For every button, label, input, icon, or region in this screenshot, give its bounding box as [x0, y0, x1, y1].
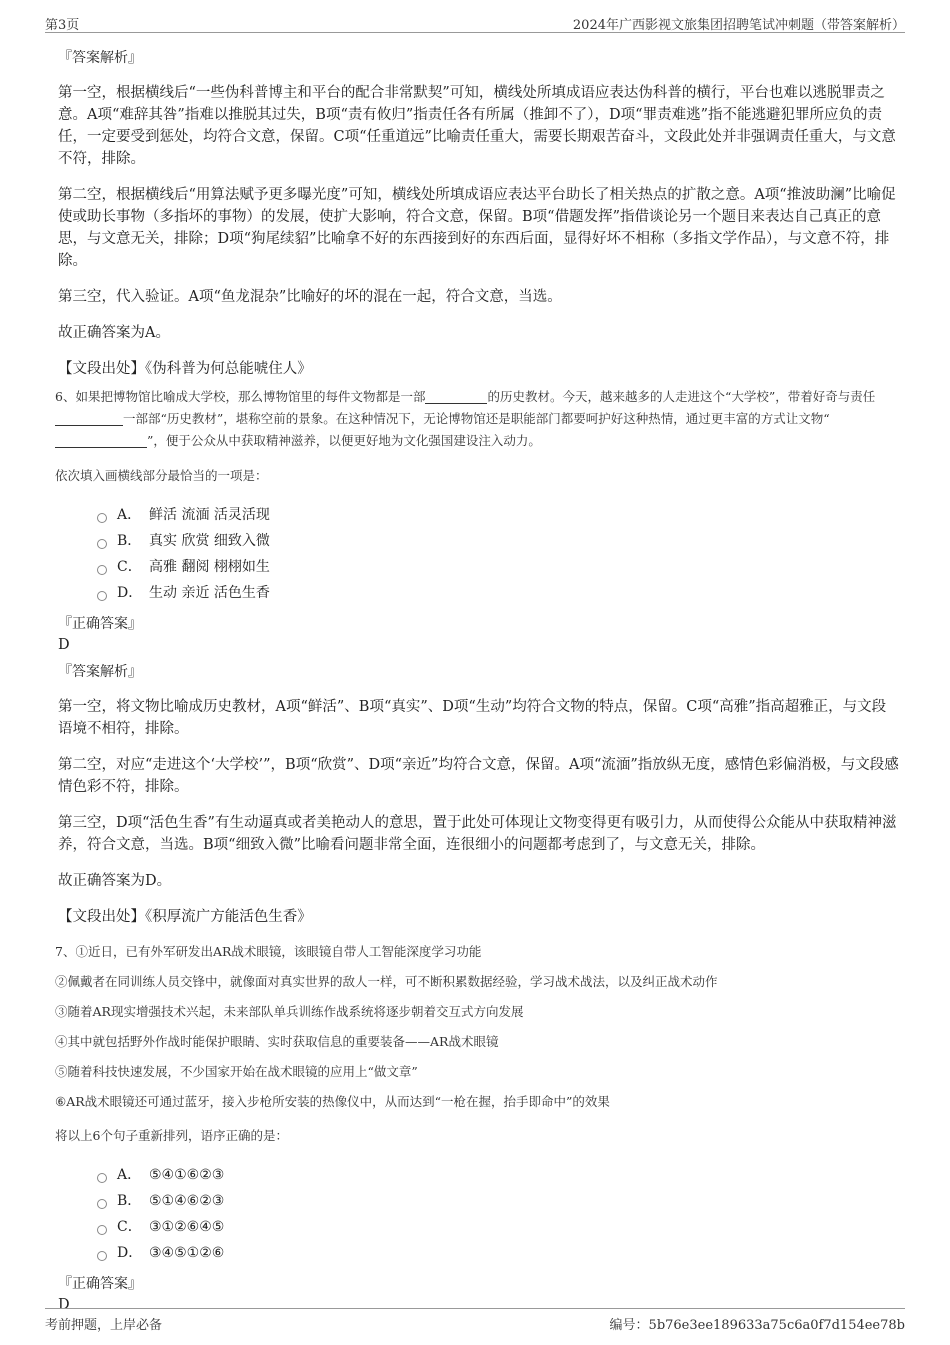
q5-analysis-para-1: 第一空，根据横线后“一些伪科普博主和平台的配合非常默契”可知，横线处所填成语应表达伪科普的横行，平台也难以逃脱罪责之意。A项“难辞其咎”指难以推脱其过失，B项“责有攸归”指责任各有所属（推卸不了），D项“罪责难逃”指不能逃避犯罪所应负的责任，一定要受到惩处，均符合文意，保留。C项“任重道远”比喻责任重大，需要长期艰苦奋斗，文段此处并非强调责任重大，与文意不符，排除。 [58, 85, 896, 167]
q6-options [97, 502, 900, 606]
q6-source: 【文段出处】《积厚流广方能活色生香》 [58, 909, 312, 925]
q7-option-b[interactable]: B． ⑤①④⑥②③ [97, 1188, 900, 1214]
q7-sentence-6: ⑥AR战术眼镜还可通过蓝牙，接入步枪所安装的热像仪中，从而达到“一枪在握，抬手即命中”的效果 [55, 1094, 610, 1109]
blank-1 [425, 389, 487, 404]
q7-prompt: 将以上6个句子重新排列，语序正确的是： [55, 1128, 288, 1143]
q7-sentence-4: ④其中就包括野外作战时能保护眼睛、实时获取信息的重要装备——AR战术眼镜 [55, 1034, 499, 1049]
q6-option-a[interactable]: A． 鲜活 流湎 活灵活现 [97, 502, 900, 528]
q7-correct-label: 『正确答案』 [58, 1276, 142, 1292]
q7-option-c[interactable]: C． ③①②⑥④⑤ [97, 1214, 900, 1240]
q5-answer-summary: 故正确答案为A。 [58, 325, 170, 341]
q6-analysis-label: 『答案解析』 [58, 664, 142, 680]
q5-source: 【文段出处】《伪科普为何总能唬住人》 [58, 361, 312, 377]
q5-analysis-label: 『答案解析』 [58, 50, 142, 66]
page-number: 第3页 [45, 18, 80, 33]
document-id: 编号：5b76e3ee189633a75c6a0f7d154ee78b [609, 1318, 905, 1333]
q7-sentence-2: ②佩戴者在同训练人员交锋中，就像面对真实世界的敌人一样，可不断积累数据经验，学习战术战法，以及纠正战术动作 [55, 974, 718, 989]
radio-icon[interactable] [97, 1199, 107, 1209]
q6-analysis-para-2: 第二空，对应“走进这个‘大学校’”，B项“欣赏”、D项“亲近”均符合文意，保留。A项“流湎”指放纵无度，感情色彩偏消极，与文段感情色彩不符，排除。 [58, 757, 899, 795]
radio-icon[interactable] [97, 1225, 107, 1235]
radio-icon[interactable] [97, 539, 107, 549]
page-footer [45, 1308, 905, 1333]
q7-option-a[interactable]: A． ⑤④①⑥②③ [97, 1162, 900, 1188]
q6-correct-value: D [58, 637, 70, 653]
document-title: 2024年广西影视文旅集团招聘笔试冲刺题（带答案解析） [572, 18, 905, 33]
q6-question-text: 6、如果把博物馆比喻成大学校，那么博物馆里的每件文物都是一部 的历史教材。今天，越来越多的人走进这个“大学校”，带着好奇与责任一部部“历史教材”，堪称空前的景象。在这种情况下，无论博物馆还是职能部门都要呵护好这种热情，通过更丰富的方式让文物“”，便于公众从中获取精神滋养，以便更好地为文化强国建设注入动力。 [55, 389, 876, 448]
radio-icon[interactable] [97, 1251, 107, 1261]
q7-sentence-1: 7、①近日，已有外军研发出AR战术眼镜，该眼镜自带人工智能深度学习功能 [55, 944, 482, 959]
blank-3 [55, 433, 147, 448]
q6-analysis-para-1: 第一空，将文物比喻成历史教材，A项“鲜活”、B项“真实”、D项“生动”均符合文物的特点，保留。C项“高雅”指高超雅正，与文段语境不相符，排除。 [58, 699, 887, 737]
footer-slogan: 考前押题，上岸必备 [45, 1318, 163, 1333]
q5-analysis-para-2: 第二空，根据横线后“用算法赋予更多曝光度”可知，横线处所填成语应表达平台助长了相关热点的扩散之意。A项“推波助澜”比喻促使或助长事物（多指坏的事物）的发展，使扩大影响，符合文意，保留。B项“借题发挥”指借谈论另一个题目来表达自己真正的意思，与文意无关，排除；D项“狗尾续貂”比喻拿不好的东西接到好的东西后面，显得好坏不相称（多指文学作品），与文意不符，排除。 [58, 187, 896, 269]
radio-icon[interactable] [97, 591, 107, 601]
q6-option-b[interactable]: B． 真实 欣赏 细致入微 [97, 528, 900, 554]
q7-option-d[interactable]: D． ③④⑤①②⑥ [97, 1240, 900, 1266]
blank-2 [55, 411, 123, 426]
q6-answer-summary: 故正确答案为D。 [58, 873, 172, 889]
q6-option-c[interactable]: C． 高雅 翻阅 栩栩如生 [97, 554, 900, 580]
q7-sentence-3: ③随着AR现实增强技术兴起，未来部队单兵训练作战系统将逐步朝着交互式方向发展 [55, 1004, 524, 1019]
q6-correct-label: 『正确答案』 [58, 616, 142, 632]
page-content [55, 40, 900, 1314]
radio-icon[interactable] [97, 1173, 107, 1183]
q6-prompt: 依次填入画横线部分最恰当的一项是： [55, 468, 268, 483]
q7-sentence-5: ⑤随着科技快速发展，不少国家开始在战术眼镜的应用上“做文章” [55, 1064, 418, 1079]
page-header [45, 12, 905, 33]
radio-icon[interactable] [97, 513, 107, 523]
q5-analysis-para-3: 第三空，代入验证。A项“鱼龙混杂”比喻好的坏的混在一起，符合文意，当选。 [58, 289, 562, 305]
q6-analysis-para-3: 第三空，D项“活色生香”有生动逼真或者美艳动人的意思，置于此处可体现让文物变得更有吸引力，从而使得公众能从中获取精神滋养，符合文意，当选。B项“细致入微”比喻看问题非常全面，连很细小的问题都考虑到了，与文意无关，排除。 [58, 815, 897, 853]
q7-correct-value: D [58, 1297, 70, 1313]
q6-option-d[interactable]: D． 生动 亲近 活色生香 [97, 580, 900, 606]
radio-icon[interactable] [97, 565, 107, 575]
q7-options [97, 1162, 900, 1266]
